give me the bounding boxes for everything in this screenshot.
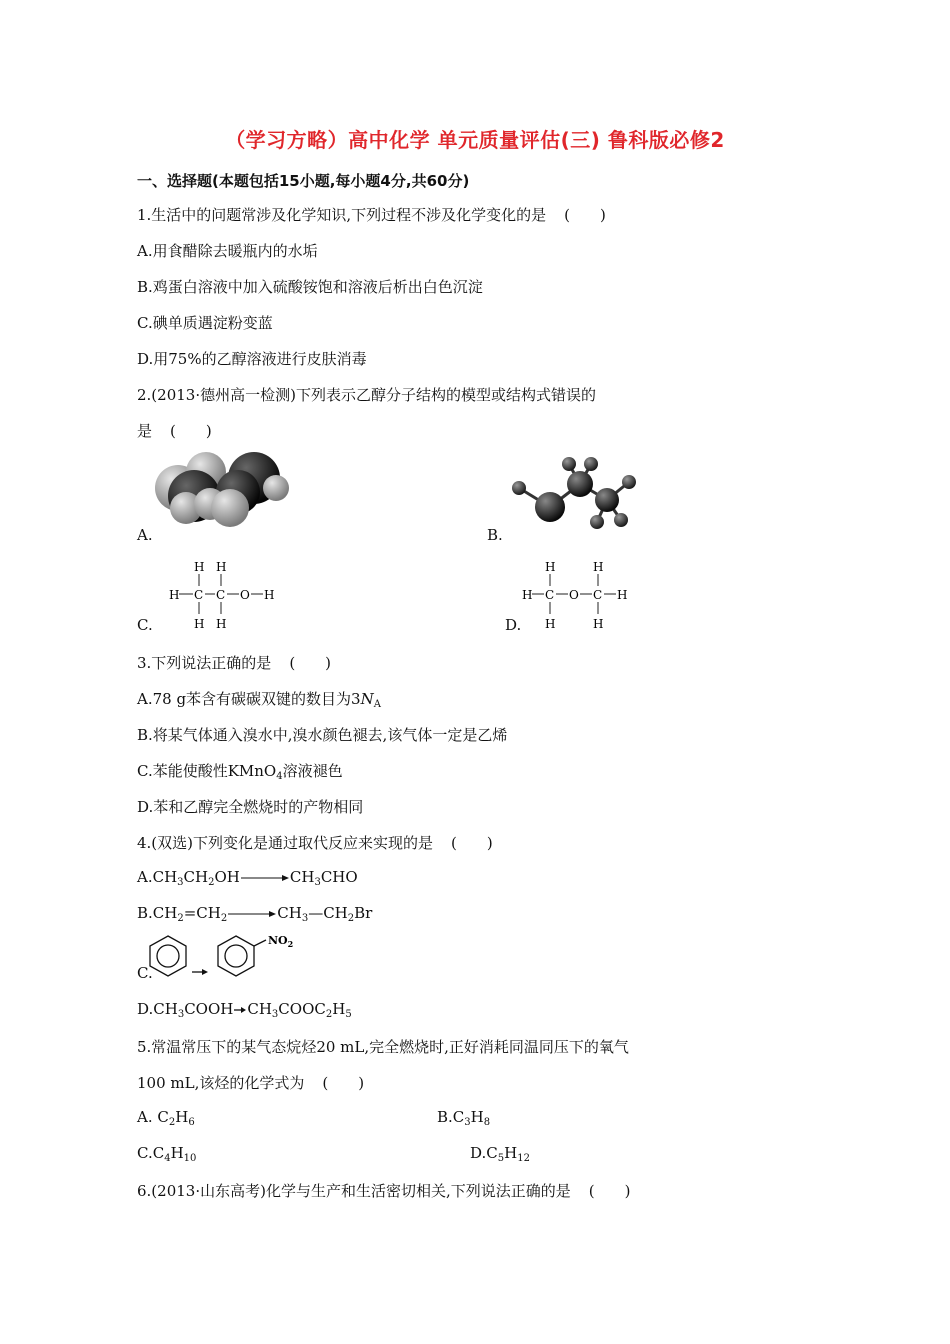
- q3-option-d: D.苯和乙醇完全燃烧时的产物相同: [137, 798, 364, 816]
- structural-formula-d: [518, 556, 638, 636]
- q4-option-d: $D.CH_3COOH$ $CH_3COOC_2H_5$: [137, 1000, 352, 1020]
- svg-text:C: C: [593, 588, 603, 602]
- svg-text:H: H: [194, 617, 205, 631]
- q1-option-d: D.用75%的乙醇溶液进行皮肤消毒: [137, 350, 367, 368]
- svg-text:H: H: [216, 560, 227, 574]
- q2-option-b-label: B.: [487, 526, 503, 544]
- svg-text:H: H: [194, 560, 205, 574]
- q1-option-b: B.鸡蛋白溶液中加入硫酸铵饱和溶液后析出白色沉淀: [137, 278, 483, 296]
- q2-option-a-label: A.: [137, 526, 153, 544]
- structural-formula-c: [165, 556, 285, 636]
- q3-option-b: B.将某气体通入溴水中,溴水颜色褪去,该气体一定是乙烯: [137, 726, 508, 744]
- svg-text:H: H: [264, 588, 275, 602]
- question-3-stem: 3.下列说法正确的是 ( ): [137, 654, 332, 672]
- reaction-arrow-icon: [202, 969, 208, 975]
- q2-option-c-label: C.: [137, 616, 153, 634]
- q3-option-a: A.78 g苯含有碳碳双键的数目为$3N_A$: [137, 690, 381, 710]
- q4-option-b: $B.CH_2=CH_2$ $CH_3—CH_2Br$: [137, 904, 373, 924]
- ball-and-stick-model-image: [505, 452, 645, 537]
- benzene-nitration-scheme: [148, 930, 308, 982]
- document-title: （学习方略）高中化学 单元质量评估(三) 鲁科版必修2: [225, 128, 725, 152]
- svg-text:H: H: [617, 588, 628, 602]
- reaction-arrow-icon: [227, 909, 277, 919]
- svg-text:H: H: [545, 617, 556, 631]
- svg-text:H: H: [216, 617, 227, 631]
- svg-text:NO2: $NO_2$: [268, 934, 294, 949]
- nitrobenzene-ring-icon: [218, 936, 254, 976]
- space-filling-model-image: [150, 452, 290, 532]
- reaction-arrow-icon: [233, 1005, 247, 1015]
- svg-text:H: H: [593, 560, 604, 574]
- svg-text:H: H: [169, 588, 180, 602]
- q5-option-a: A. $C_2H_6$: [137, 1108, 195, 1128]
- question-1-stem: 1.生活中的问题常涉及化学知识,下列过程不涉及化学变化的是 ( ): [137, 206, 606, 224]
- svg-text:C: C: [216, 588, 226, 602]
- q4-option-a: $A.CH_3CH_2OH$ $CH_3CHO$: [137, 868, 358, 888]
- svg-text:H: H: [522, 588, 533, 602]
- question-6-stem: 6.(2013·山东高考)化学与生产和生活密切相关,下列说法正确的是 ( ): [137, 1182, 631, 1200]
- svg-text:O: O: [569, 588, 579, 602]
- q1-option-c: C.碘单质遇淀粉变蓝: [137, 314, 273, 332]
- question-5-stem-line2: 100 mL,该烃的化学式为 ( ): [137, 1074, 365, 1092]
- q5-option-c: $C.C_4H_{10}$: [137, 1144, 197, 1164]
- reaction-arrow-icon: [240, 873, 290, 883]
- question-5-stem-line1: 5.常温常压下的某气态烷烃20 mL,完全燃烧时,正好消耗同温同压下的氧气: [137, 1038, 629, 1056]
- svg-text:O: O: [240, 588, 250, 602]
- q4-option-c-label: C.: [137, 964, 153, 982]
- q1-option-a: A.用食醋除去暖瓶内的水垢: [137, 242, 318, 260]
- svg-text:C: C: [194, 588, 204, 602]
- q5-option-b: $B.C_3H_8$: [437, 1108, 491, 1128]
- svg-text:H: H: [545, 560, 556, 574]
- q2-option-d-label: D.: [505, 616, 522, 634]
- question-2-stem-line2: 是 ( ): [137, 422, 212, 440]
- section-heading: 一、选择题(本题包括15小题,每小题4分,共60分): [137, 172, 470, 190]
- q5-option-d: $D.C_5H_{12}$: [470, 1144, 530, 1164]
- question-4-stem: 4.(双选)下列变化是通过取代反应来实现的是 ( ): [137, 834, 493, 852]
- svg-text:C: C: [545, 588, 555, 602]
- benzene-ring-icon: [150, 936, 186, 976]
- question-2-stem-line1: 2.(2013·德州高一检测)下列表示乙醇分子结构的模型或结构式错误的: [137, 386, 596, 404]
- svg-text:H: H: [593, 617, 604, 631]
- q3-option-c: C.苯能使酸性KMnO$_4$溶液褪色: [137, 762, 343, 782]
